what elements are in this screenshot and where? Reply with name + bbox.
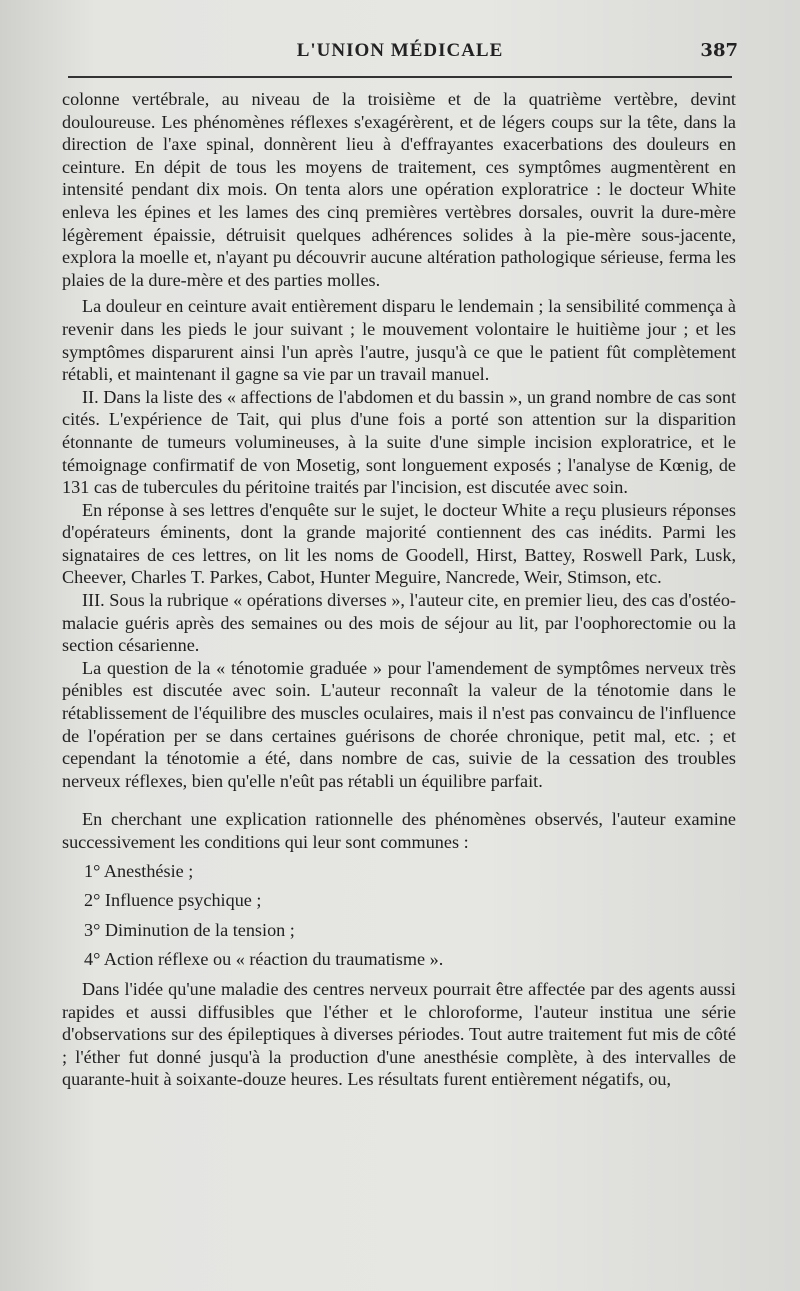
paragraph: Dans l'idée qu'une maladie des centres nerveux pourrait être affectée par des agents aussi rapides et aussi diffusibles que l'éther et le chloroforme, l'auteur institua une série d'observations sur des épileptiques à diverses périodes. Tout autre traitement fut mis de côté ; l'éther fut donné jusqu'à la production d'une anesthésie complète, à des intervalles de quarante-huit à soixante-douze heures. Les résultats furent entièrement négatifs, ou,: [62, 978, 736, 1090]
paragraph: III. Sous la rubrique « opérations diverses », l'auteur cite, en premier lieu, des cas d'ostéo-malacie guéris après des semaines ou des mois de séjour au lit, par l'oophorectomie ou la section césarienne.: [62, 590, 736, 656]
paragraph: La question de la « ténotomie graduée » pour l'amendement de symptômes nerveux très pénibles est discutée avec soin. L'auteur reconnaît la valeur de la ténotomie dans le rétablissement de l'équilibre des muscles oculaires, mais il n'est pas convaincu de l'influence de l'opération per se dans certaines guérisons de chorée chronique, petit mal, etc. ; et cependant la ténotomie a été, dans nombre de cas, suivie de la cessation des troubles nerveux réflexes, bien qu'elle n'eût pas rétabli un équilibre parfait.: [62, 657, 736, 791]
list-item: 4° Action réflexe ou « réaction du traumatisme ».: [84, 949, 444, 970]
header-rule: [68, 76, 732, 78]
list-item: 2° Influence psychique ;: [84, 890, 262, 911]
list-item: 3° Diminution de la tension ;: [84, 919, 295, 940]
paragraph: II. Dans la liste des « affections de l'abdomen et du bassin », un grand nombre de cas sont cités. L'expérience de Tait, qui plus d'une fois a porté son attention sur la disparition étonnante de tumeurs volumineuses, à la suite d'une simple incision exploratrice, et le témoignage confirmatif de von Mosetig, sont longuement exposés ; l'analyse de Kœnig, de 131 cas de tubercules du péritoine traités par l'incision, est discutée avec soin.: [62, 386, 736, 498]
paragraph: En réponse à ses lettres d'enquête sur le sujet, le docteur White a reçu plusieurs réponses d'opérateurs éminents, dont la grande majorité contiennent des cas inédits. Parmi les signataires de ces lettres, on lit les noms de Goodell, Hirst, Battey, Roswell Park, Lusk, Cheever, Charles T. Parkes, Cabot, Hunter Meguire, Nancrede, Weir, Stimson, etc.: [62, 499, 736, 588]
list-item: 1° Anesthésie ;: [84, 860, 194, 881]
paragraph: En cherchant une explication rationnelle des phénomènes observés, l'auteur examine successivement les conditions qui leur sont communes :: [62, 809, 736, 852]
page-header: [62, 40, 738, 70]
paragraph: colonne vertébrale, au niveau de la troisième et de la quatrième vertèbre, devint douloureuse. Les phénomènes réflexes s'exagérèrent, et de légers coups sur la tête, dans la direction de l'axe spinal, donnèrent lieu à d'effrayantes exacerbations des douleurs en ceinture. En dépit de tous les moyens de traitement, ces symptômes augmentèrent en intensité pendant dix mois. On tenta alors une opération exploratrice : le docteur White enleva les épines et les lames des cinq premières vertèbres dorsales, ouvrit la dure-mère légèrement épaissie, détruisit quelques adhérences solides à la pie-mère sous-jacente, explora la moelle et, n'ayant pu découvrir aucune altération pathologique sérieuse, ferma les plaies de la dure-mère et des parties molles.: [62, 89, 736, 290]
page-number: 387: [700, 40, 738, 61]
running-title: L'UNION MÉDICALE: [296, 40, 504, 61]
paragraph: La douleur en ceinture avait entièrement disparu le lendemain ; la sensibilité commença à revenir dans les pieds le jour suivant ; le mouvement volontaire le huitième jour ; et les symptômes disparurent ainsi l'un après l'autre, jusqu'à ce que le patient fût complètement rétabli, et maintenant il gagne sa vie par un travail manuel.: [62, 296, 736, 385]
conditions-list: [62, 860, 736, 971]
body-text: [62, 88, 736, 1091]
